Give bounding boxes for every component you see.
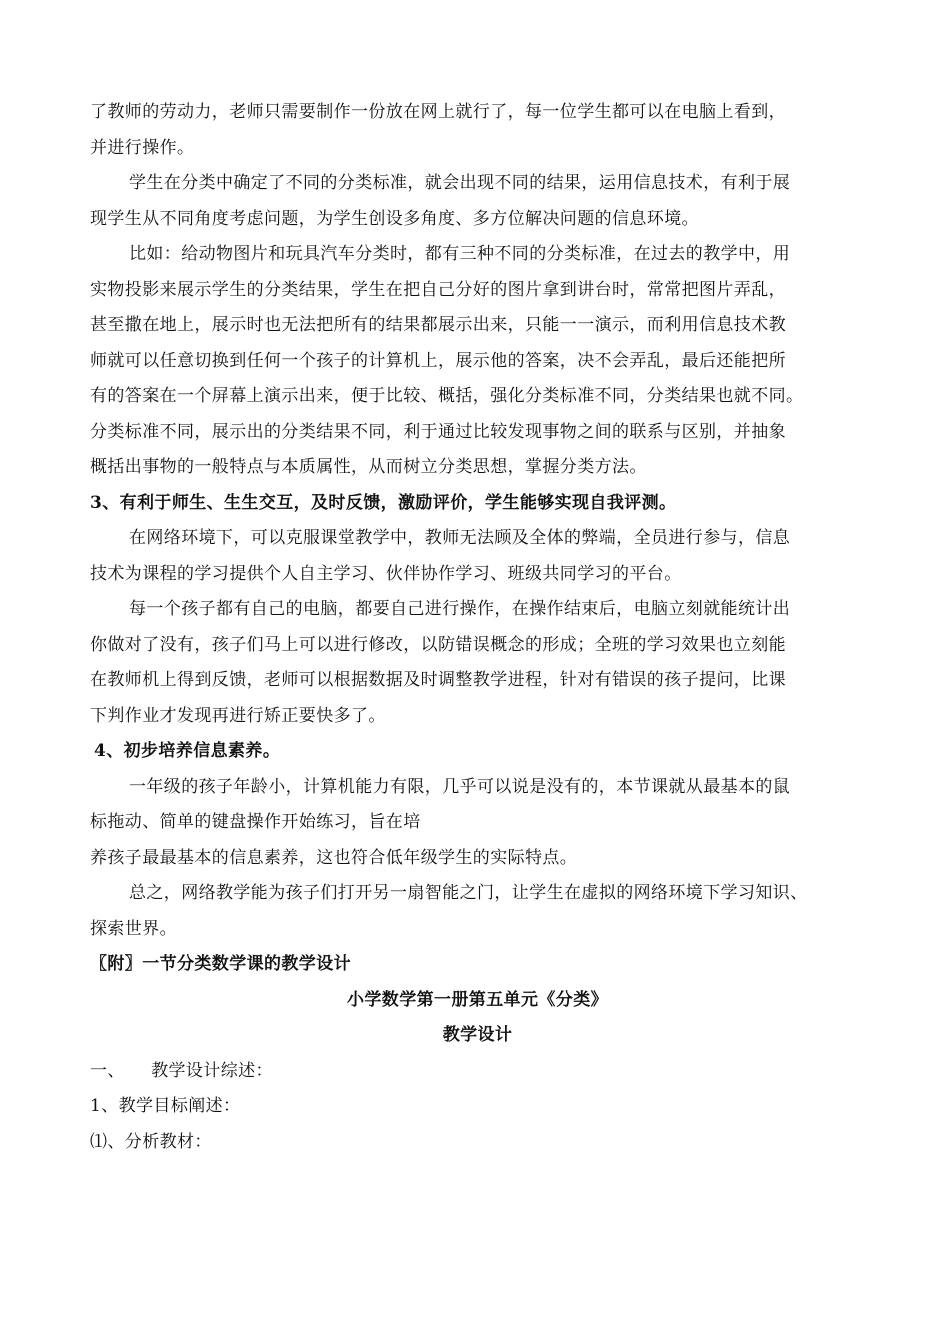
- document-title: 小学数学第一册第五单元《分类》: [347, 989, 608, 1010]
- outline-item: 1、教学目标阐述：: [90, 1096, 241, 1116]
- paragraph-line: 一年级的孩子年龄小，计算机能力有限，几乎可以说是没有的，本节课就从最基本的鼠: [129, 776, 791, 797]
- section-heading: 4、初步培养信息素养。: [94, 741, 281, 761]
- paragraph-line: 养孩子最最基本的信息素养，这也符合低年级学生的实际特点。: [90, 847, 578, 868]
- paragraph-line: 分类标准不同，展示出的分类结果不同，利于通过比较发现事物之间的联系与区别，并抽象: [90, 421, 786, 442]
- paragraph-line: 技术为课程的学习提供个人自主学习、伙伴协作学习、班级共同学习的平台。: [90, 563, 682, 584]
- paragraph-line: 有的答案在一个屏幕上演示出来，便于比较、概括，强化分类标准不同，分类结果也就不同。: [90, 386, 804, 406]
- outline-item: 一、 教学设计综述：: [90, 1060, 273, 1081]
- paragraph-line: 下判作业才发现再进行矫正要快多了。: [90, 705, 386, 726]
- paragraph-line: 比如：给动物图片和玩具汽车分类时，都有三种不同的分类标准，在过去的教学中，用: [129, 244, 791, 264]
- document-page: [90, 95, 865, 1160]
- paragraph-line: 你做对了没有，孩子们马上可以进行修改，以防错误概念的形成；全班的学习效果也立刻能: [90, 634, 786, 655]
- outline-item: ⑴、分析教材：: [90, 1131, 212, 1152]
- paragraph-line: 了教师的劳动力，老师只需要制作一份放在网上就行了，每一位学生都可以在电脑上看到，: [90, 102, 786, 122]
- paragraph-line: 每一个孩子都有自己的电脑，都要自己进行操作，在操作结束后，电脑立刻就能统计出: [129, 599, 791, 619]
- paragraph-line: 学生在分类中确定了不同的分类标准，就会出现不同的结果，运用信息技术，有利于展: [129, 173, 791, 193]
- paragraph-line: 标拖动、简单的键盘操作开始练习，旨在培: [90, 812, 421, 832]
- paragraph-line: 在网络环境下，可以克服课堂教学中，教师无法顾及全体的弊端，全员进行参与，信息: [129, 528, 791, 548]
- paragraph-line: 总之，网络教学能为孩子们打开另一扇智能之门，让学生在虚拟的网络环境下学习知识、: [129, 883, 808, 903]
- paragraph-line: 并进行操作。: [90, 137, 195, 158]
- section-heading: 3、有利于师生、生生交互，及时反馈，激励评价，学生能够实现自我评测。: [90, 492, 677, 513]
- paragraph-line: 在教师机上得到反馈，老师可以根据数据及时调整教学进程，针对有错误的孩子提问，比课: [90, 670, 786, 690]
- paragraph-line: 现学生从不同角度考虑问题，为学生创设多角度、多方位解决问题的信息环境。: [90, 208, 699, 229]
- paragraph-line: 实物投影来展示学生的分类结果，学生在把自己分好的图片拿到讲台时，常常把图片弄乱，: [90, 279, 786, 300]
- paragraph-line: 概括出事物的一般特点与本质属性，从而树立分类思想，掌握分类方法。: [90, 457, 647, 477]
- paragraph-line: 师就可以任意切换到任何一个孩子的计算机上，展示他的答案，决不会弄乱，最后还能把所: [90, 350, 786, 371]
- document-subtitle: 教学设计: [442, 1025, 513, 1045]
- paragraph-line: 甚至撒在地上，展示时也无法把所有的结果都展示出来，只能一一演示，而利用信息技术教: [90, 315, 786, 335]
- paragraph-line: 探索世界。: [90, 918, 177, 939]
- appendix-heading: 〖附〗一节分类数学课的教学设计: [90, 954, 351, 974]
